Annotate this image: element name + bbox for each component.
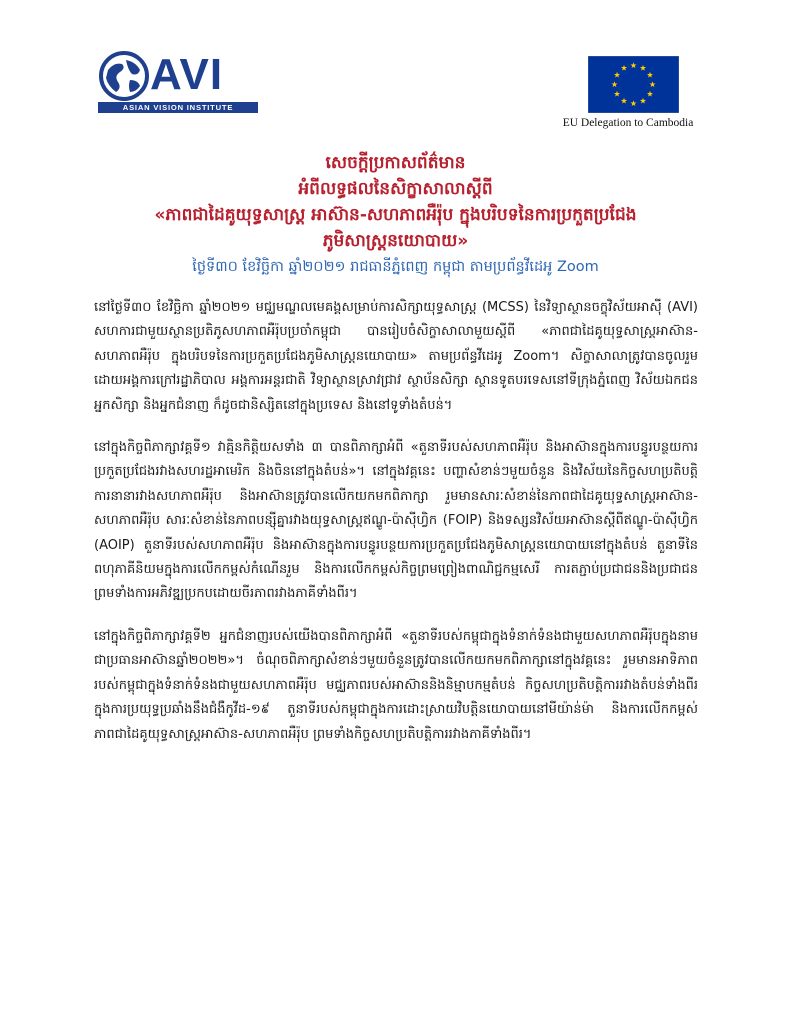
- paragraph-1: នៅថ្ងៃទី៣០ ខែវិច្ឆិកា ឆ្នាំ២០២១ មជ្ឈមណ្ឌលមេគង្គសម្រាប់ការសិក្សាយុទ្ធសាស្ត្រ (MCSS) នៃវិទ្យាស្ថានចក្ខុវិស័យអាស៊ី (AVI) សហការជាមួយស្ថានប្រតិភូសហភាពអឺរ៉ុបប្រចាំកម្ពុជា បានរៀបចំសិក្ខាសាលាមួយស្តីពី «ភាពជាដៃគូយុទ្ធសាស្ត្រអាស៊ាន-សហភាពអឺរ៉ុប ក្នុងបរិបទនៃការប្រកួតប្រជែងភូមិសាស្ត្រនយោបាយ» តាមប្រព័ន្ធវីដេអូ Zoom។ សិក្ខាសាលាត្រូវបានចូលរួមដោយអង្គការក្រៅរដ្ឋាភិបាល អង្គការអន្តរជាតិ វិទ្យាស្ថានស្រាវជ្រាវ ស្ថាប័នសិក្សា ស្ថានទូតបរទេសនៅទីក្រុងភ្នំពេញ វិស័យឯកជន អ្នកសិក្សា និងអ្នកជំនាញ ក៏ដូចជានិស្សិតនៅក្នុងប្រទេស និងនៅទូទាំងតំបន់។: [94, 300, 698, 413]
- title-line-2: អំពីលទ្ធផលនៃសិក្ខាសាលាស្តីពី: [298, 179, 493, 199]
- avi-logo-subtitle: ASIAN VISION INSTITUTE: [98, 102, 258, 113]
- title-line-1: សេចក្តីប្រកាសព័ត៌មាន: [325, 153, 466, 173]
- avi-logo-text: AVI: [150, 50, 224, 99]
- globe-icon: [98, 50, 150, 102]
- body-text: [94, 296, 698, 765]
- paragraph-3: នៅក្នុងកិច្ចពិភាក្សាវគ្គទី២ អ្នកជំនាញរបស់យើងបានពិភាក្សាអំពី «តួនាទីរបស់កម្ពុជាក្នុងទំនាក់ទំនងជាមួយសហភាពអឺរ៉ុបក្នុងនាមជាប្រធានអាស៊ានឆ្នាំ២០២២»។ ចំណុចពិភាក្សាសំខាន់ៗមួយចំនួនត្រូវបានលើកយកមកពិភាក្សានៅក្នុងវគ្គនេះ រួមមានអាទិភាពរបស់កម្ពុជាក្នុងទំនាក់ទំនងជាមួយសហភាពអឺរ៉ុប មជ្ឈភាពរបស់អាស៊ាននិងនិម្មាបកម្មតំបន់ កិច្ចសហប្រតិបត្តិការរវាងតំបន់ទាំងពីរក្នុងការប្រយុទ្ធប្រឆាំងនឹងជំងឺកូវីដ-១៩ តួនាទីរបស់កម្ពុជាក្នុងការដោះស្រាយវិបត្តិនយោបាយនៅមីយ៉ាន់ម៉ា និងការលើកកម្ពស់ភាពជាដៃគូយុទ្ធសាស្ត្រអាស៊ាន-សហភាពអឺរ៉ុប ព្រមទាំងកិច្ចសហប្រតិបត្តិការរវាងភាគីទាំងពីរ។: [94, 628, 698, 742]
- eu-delegation-caption: EU Delegation to Cambodia: [562, 117, 694, 129]
- title-block: [90, 150, 701, 278]
- paragraph-2: នៅក្នុងកិច្ចពិភាក្សាវគ្គទី១ វាគ្មិនកិត្តិយសទាំង ៣ បានពិភាក្សាអំពី «តួនាទីរបស់សហភាពអឺរ៉ុប និងអាស៊ានក្នុងការបន្ធូរបន្ថយការប្រកួតប្រជែងរវាងសហរដ្ឋអាមេរិក និងចិននៅក្នុងតំបន់»។ នៅក្នុងវគ្គនេះ បញ្ហាសំខាន់ៗមួយចំនួន និងវិស័យនៃកិច្ចសហប្រតិបត្តិការនានារវាងសហភាពអឺរ៉ុប និងអាស៊ានត្រូវបានលើកយកមកពិភាក្សា រួមមានសារៈសំខាន់នៃភាពជាដៃគូយុទ្ធសាស្ត្រអាស៊ាន-សហភាពអឺរ៉ុប សារៈសំខាន់នៃភាពបន្សុីគ្នារវាងយុទ្ធសាស្ត្រឥណ្ឌូ-ប៉ាស៊ីហ្វិក (FOIP) និងទស្សនវិស័យអាស៊ានស្តីពីឥណ្ឌូ-ប៉ាស៊ីហ្វិក (AOIP) តួនាទីរបស់សហភាពអឺរ៉ុប និងអាស៊ានក្នុងការបន្ធូរបន្ថយការប្រកួតប្រជែងភូមិសាស្ត្រនយោបាយនៅក្នុងតំបន់ តួនាទីនៃពហុភាគីនិយមក្នុងការលើកកម្ពស់កំណើនរួម និងការលើកកម្ពស់កិច្ចព្រមព្រៀងពាណិជ្ជកម្មសេរី ការតភ្ជាប់ប្រជាជននិងប្រជាជន ព្រមទាំងការអភិវឌ្ឍប្រកបដោយចីរភាពរវាងភាគីទាំងពីរ។: [94, 440, 698, 602]
- avi-logo: [98, 50, 258, 112]
- eu-flag-icon: [588, 56, 679, 113]
- date-location-line: ថ្ងៃទី៣០ ខែវិច្ឆិកា ឆ្នាំ២០២១ រាជធានីភ្នំពេញ កម្ពុជា តាមប្រព័ន្ធវីដេអូ Zoom: [192, 259, 599, 275]
- title-line-4: ភូមិសាស្ត្រនយោបាយ»: [322, 231, 469, 251]
- title-line-3: «ភាពជាដៃគូយុទ្ធសាស្ត្រ អាស៊ាន-សហភាពអឺរ៉ុប ក្នុងបរិបទនៃការប្រកួតប្រជែង: [154, 205, 637, 225]
